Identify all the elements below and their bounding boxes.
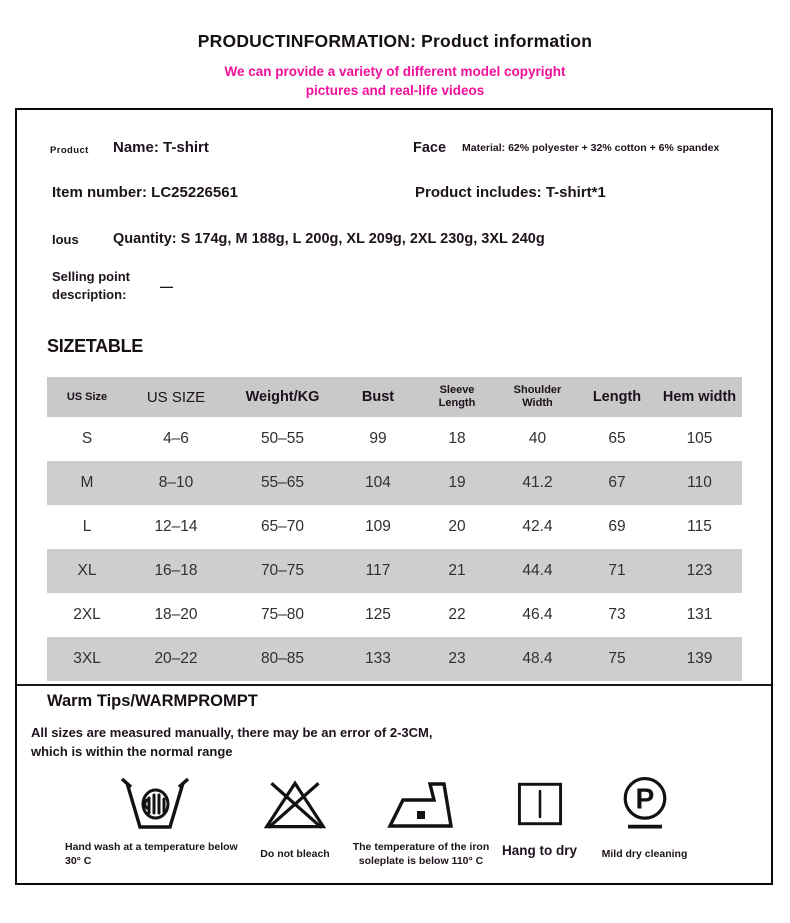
care-item-dry-cleaning (587, 773, 702, 861)
table-cell: 131 (686, 606, 713, 623)
table-cell: 65–70 (260, 518, 305, 535)
subtitle-line-1: We can provide a variety of different model copyright (224, 64, 566, 79)
svg-text:P: P (635, 782, 654, 815)
table-cell: 20 (448, 518, 466, 535)
table-row (47, 637, 742, 681)
hand-wash-icon (65, 773, 245, 835)
page-title: PRODUCTINFORMATION: Product information (197, 31, 593, 51)
material-value: Material: 62% polyester + 32% cotton + 6% spandex (462, 142, 720, 154)
column-header: Length (577, 377, 657, 417)
care-label (247, 847, 343, 861)
care-label-line-2: soleplate is below 110° C (358, 855, 484, 867)
table-cell: XL (47, 549, 127, 593)
table-cell: 48.4 (498, 637, 577, 681)
table-cell: S (81, 430, 93, 447)
column-header: US Size (47, 377, 127, 417)
table-cell: 20–22 (127, 637, 225, 681)
table-cell: 23 (416, 637, 498, 681)
care-label (65, 840, 245, 868)
table-cell: 65 (608, 430, 626, 447)
warm-tips-heading: Warm Tips/WARMPROMPT (47, 692, 258, 710)
size-table-header (47, 377, 742, 417)
table-cell: 18 (448, 430, 466, 447)
care-label-line-1: Do not bleach (260, 848, 330, 860)
table-row (47, 417, 742, 461)
table-cell: 16–18 (127, 549, 225, 593)
table-header-row (47, 377, 742, 417)
table-cell: 3XL (47, 637, 127, 681)
table-cell: 139 (657, 637, 742, 681)
table-cell: 70–75 (225, 549, 340, 593)
table-cell: 109 (365, 518, 391, 535)
table-row (47, 593, 742, 637)
quantity-value: Quantity: S 174g, M 188g, L 200g, XL 209g, 2XL 230g, 3XL 240g (113, 231, 545, 247)
table-cell: 41.2 (498, 461, 577, 505)
section-divider (17, 684, 771, 686)
care-label-line-1: The temperature of the iron (352, 841, 490, 853)
table-cell: 46.4 (522, 606, 553, 623)
warm-tips-line-1: All sizes are measured manually, there may be an error of 2-3CM, (31, 725, 433, 740)
table-cell: 99 (369, 430, 387, 447)
table-cell: 123 (657, 549, 742, 593)
item-number: Item number: LC25226561 (52, 184, 238, 201)
care-item-iron (350, 773, 492, 868)
column-header: Shoulder Width (498, 377, 577, 417)
care-label (350, 840, 492, 868)
care-label-line-1: Hand wash at a temperature below (65, 841, 238, 853)
page-subtitle (0, 63, 790, 100)
size-table-body (47, 417, 742, 681)
do-not-bleach-icon (247, 773, 343, 835)
table-cell: 42.4 (522, 518, 553, 535)
table-cell: 133 (340, 637, 416, 681)
table-cell: 115 (687, 518, 712, 535)
care-label (492, 844, 587, 858)
table-cell: 2XL (73, 606, 101, 623)
care-item-hang-to-dry (492, 773, 587, 858)
table-cell: 110 (657, 461, 742, 505)
column-header: US SIZE (127, 377, 225, 417)
ious-label: Ious (52, 232, 79, 247)
selling-point-line-2: description: (52, 287, 127, 302)
mild-dry-cleaning-icon (587, 773, 702, 835)
product-sheet (15, 108, 773, 885)
subtitle-line-2: pictures and real-life videos (305, 82, 485, 98)
table-cell: 125 (365, 606, 391, 623)
table-cell: 50–55 (260, 430, 305, 447)
column-header: Hem width (657, 377, 742, 417)
table-cell: 40 (528, 430, 547, 447)
product-includes: Product includes: T-shirt*1 (415, 184, 606, 201)
selling-point-label (52, 268, 130, 304)
hang-to-dry-icon (492, 773, 587, 835)
table-row (47, 505, 742, 549)
care-item-do-not-bleach (247, 773, 343, 861)
table-row (47, 461, 742, 505)
table-cell: 18–20 (154, 606, 198, 623)
iron-low-temperature-icon (350, 773, 492, 835)
warm-tips-line-2: which is within the normal range (31, 744, 233, 759)
column-header: Bust (340, 377, 416, 417)
table-cell: 22 (448, 606, 466, 623)
table-cell: 75 (577, 637, 657, 681)
table-cell: 8–10 (127, 461, 225, 505)
face-label: Face (413, 140, 447, 156)
care-label-line-1: Hang to dry (501, 843, 577, 858)
table-cell: L (82, 518, 92, 535)
selling-point-line-1: Selling point (52, 269, 130, 284)
warm-tips-body (31, 723, 432, 761)
selling-point-value: — (160, 279, 173, 294)
table-cell: 73 (608, 606, 626, 623)
table-cell: M (47, 461, 127, 505)
table-cell: 80–85 (225, 637, 340, 681)
table-cell: 105 (686, 430, 713, 447)
product-name: Name: T-shirt (113, 139, 209, 156)
care-label-line-2: 30° C (65, 855, 92, 867)
care-item-hand-wash (65, 773, 245, 868)
table-cell: 55–65 (225, 461, 340, 505)
care-label (587, 847, 702, 861)
table-cell: 21 (416, 549, 498, 593)
care-label-line-1: Mild dry cleaning (601, 848, 688, 860)
table-cell: 44.4 (498, 549, 577, 593)
table-cell: 71 (577, 549, 657, 593)
table-cell: 4–6 (163, 430, 189, 447)
product-label: Product (50, 145, 89, 156)
table-cell: 75–80 (260, 606, 305, 623)
size-table (47, 377, 742, 681)
table-cell: 117 (340, 549, 416, 593)
column-header: Weight/KG (225, 377, 340, 417)
table-row (47, 549, 742, 593)
table-cell: 104 (340, 461, 416, 505)
sizetable-heading: SIZETABLE (47, 336, 143, 356)
table-cell: 19 (416, 461, 498, 505)
table-cell: 12–14 (154, 518, 198, 535)
table-cell: 67 (577, 461, 657, 505)
table-cell: 69 (608, 518, 626, 535)
column-header: Sleeve Length (416, 377, 498, 417)
